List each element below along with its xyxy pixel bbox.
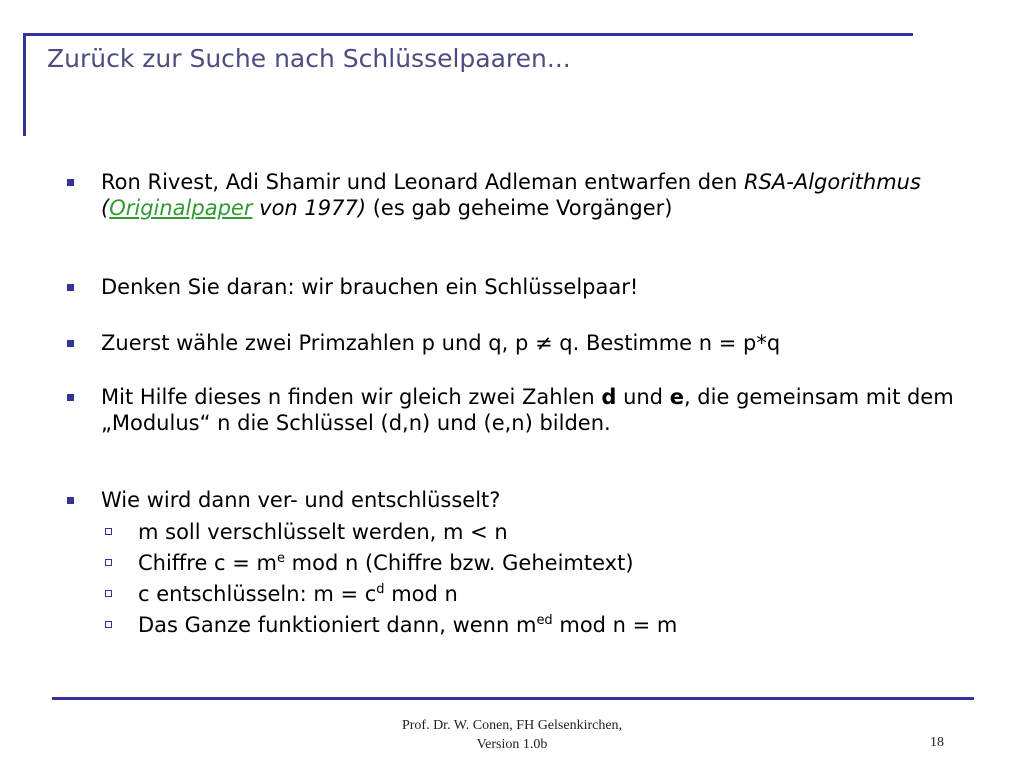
originalpaper-link[interactable]: Originalpaper [109,196,253,220]
left-rule [23,33,26,136]
subbullet-cipher: Chiffre $c = m^e$ mod n (Chiffre bzw. Geheimtext) [138,550,958,576]
hollow-square-bullet-icon [105,528,112,535]
bottom-rule [52,697,974,700]
bullet-square-icon [67,284,74,291]
subbullet-decrypt: c entschlüsseln: $m = c^d$ mod n [138,581,958,607]
bullet-primes: Zuerst wähle zwei Primzahlen p und q, p ≠ q. Bestimme n = p*q [101,330,961,356]
slide-title: Zurück zur Suche nach Schlüsselpaaren... [47,44,571,73]
page-number: 18 [930,735,944,750]
hollow-square-bullet-icon [105,590,112,597]
bullet-square-icon [67,394,74,401]
bullet-d-and-e: Mit Hilfe dieses n finden wir gleich zwei Zahlen d und e, die gemeinsam mit dem „Modulus“ n die Schlüssel (d,n) und (e,n) bilden. [101,384,961,436]
subbullet-correctness: Das Ganze funktioniert dann, wenn $m^{ed}$ mod n = m [138,612,958,638]
footer-line-1: Prof. Dr. W. Conen, FH Gelsenkirchen, [401,718,623,733]
hollow-square-bullet-icon [105,621,112,628]
bullet-encrypt-decrypt: Wie wird dann ver- und entschlüsselt? [101,487,961,513]
footer-line-2: Version 1.0b [476,737,548,752]
bullet-keypair: Denken Sie daran: wir brauchen ein Schlüsselpaar! [101,274,961,300]
bullet-square-icon [67,497,74,504]
hollow-square-bullet-icon [105,559,112,566]
subbullet-plaintext: m soll verschlüsselt werden, m < n [138,519,958,545]
bullet-square-icon [67,340,74,347]
footer-author [372,716,652,754]
bullet-rsa-origin: Ron Rivest, Adi Shamir und Leonard Adleman entwarfen den RSA-Algorithmus (Originalpaper von 1977) (es gab geheime Vorgänger) [101,169,961,221]
top-rule [23,33,913,36]
bullet-square-icon [67,179,74,186]
